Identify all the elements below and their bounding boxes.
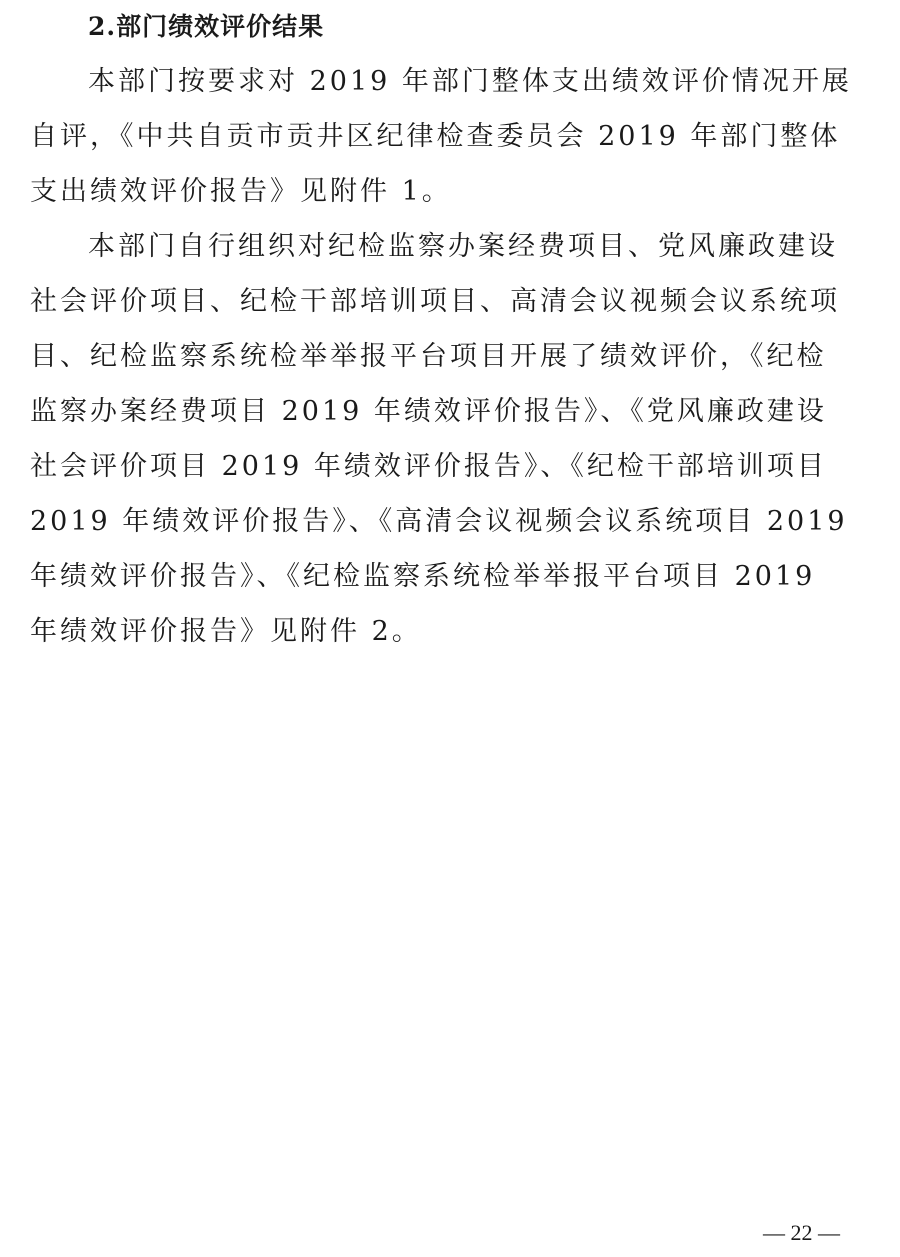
section-heading: 2.部门绩效评价结果 bbox=[88, 12, 325, 41]
paragraph-line: 年绩效评价报告》、《纪检监察系统检举举报平台项目 2019 bbox=[30, 561, 816, 592]
paragraph-line: 2019 年绩效评价报告》、《高清会议视频会议系统项目 2019 bbox=[30, 506, 848, 537]
paragraph-line: 自评，《中共自贡市贡井区纪律检查委员会 2019 年部门整体 bbox=[30, 121, 841, 152]
paragraph-line: 社会评价项目 2019 年绩效评价报告》、《纪检干部培训项目 bbox=[30, 451, 827, 482]
paragraph-line: 支出绩效评价报告》见附件 1。 bbox=[30, 176, 452, 207]
paragraph-line: 本部门自行组织对纪检监察办案经费项目、党风廉政建设 bbox=[88, 231, 838, 262]
paragraph-line: 本部门按要求对 2019 年部门整体支出绩效评价情况开展 bbox=[88, 66, 852, 97]
paragraph-line: 监察办案经费项目 2019 年绩效评价报告》、《党风廉政建设 bbox=[30, 396, 827, 427]
page-number: — 22 — bbox=[763, 1220, 840, 1245]
paragraph-line: 年绩效评价报告》见附件 2。 bbox=[30, 616, 422, 647]
paragraph-line: 社会评价项目、纪检干部培训项目、高清会议视频会议系统项 bbox=[30, 286, 840, 317]
paragraph-line: 目、纪检监察系统检举举报平台项目开展了绩效评价，《纪检 bbox=[30, 341, 827, 372]
